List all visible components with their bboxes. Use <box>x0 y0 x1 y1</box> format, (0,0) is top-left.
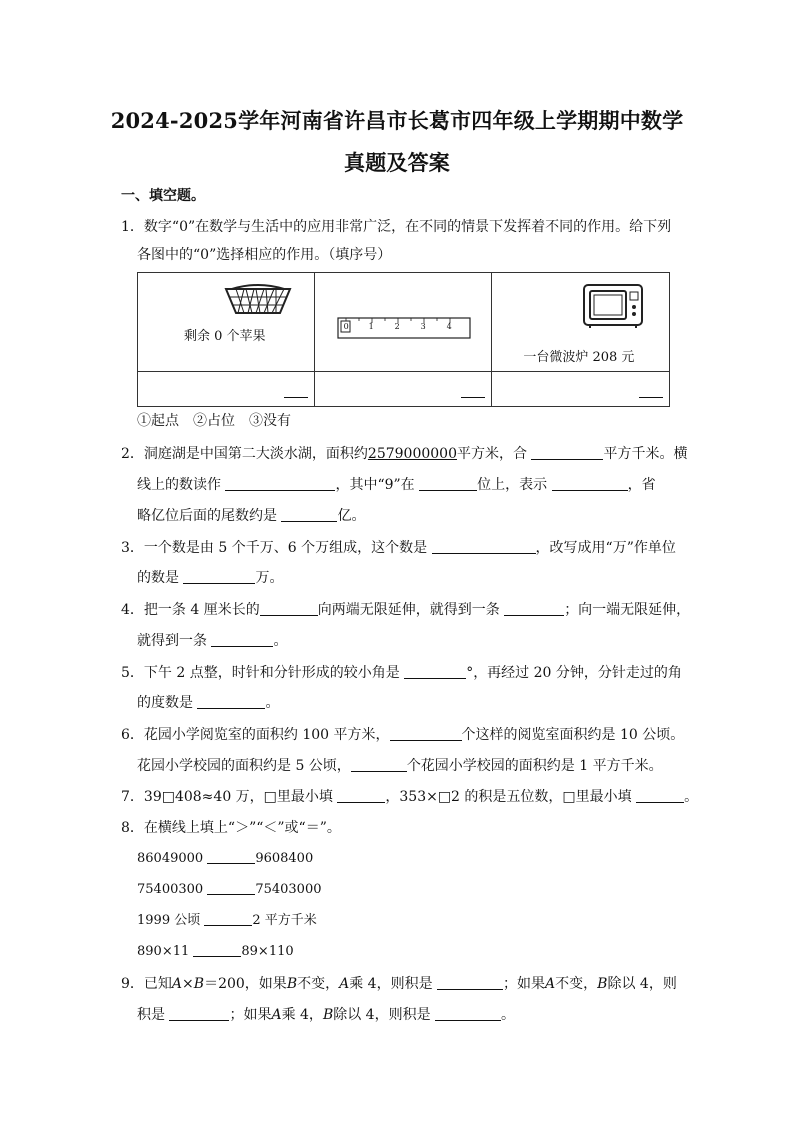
question-number: 4． <box>121 602 144 618</box>
question-text: 。 <box>265 695 280 711</box>
question-number: 7． <box>121 789 144 805</box>
question-text: 把一条 4 厘米长的 <box>143 602 260 618</box>
question-text: 个这样的阅览室面积约是 10 公顷。 <box>461 727 685 743</box>
ruler-tick-label: 0 <box>343 322 349 331</box>
question-text: 就得到一条 <box>137 633 207 649</box>
question-text: 下午 2 点整，时针和分针形成的较小角是 <box>143 665 400 681</box>
question-number: 1． <box>121 219 144 235</box>
answer-blank[interactable] <box>183 569 255 584</box>
answer-blank[interactable] <box>639 397 663 398</box>
answer-blank[interactable] <box>531 445 603 460</box>
ruler-tick-label: 2 <box>394 322 400 331</box>
answer-blank[interactable] <box>552 476 628 491</box>
question-1-line2: 各图中的“0”选择相应的作用。（填序号） <box>137 247 392 263</box>
variable-a: A <box>271 1007 282 1023</box>
question-4-line1 <box>121 600 690 620</box>
microwave-icon <box>582 283 644 329</box>
question-text: × <box>182 976 194 992</box>
answer-blank[interactable] <box>419 476 477 491</box>
question-text: 不变， <box>297 976 340 992</box>
question-text: 39□408≈40 万，□里最小填 <box>143 789 333 805</box>
question-7-line1 <box>121 787 698 807</box>
variable-b: B <box>597 976 608 992</box>
question-number: 9． <box>121 976 144 992</box>
answer-blank[interactable] <box>193 942 241 957</box>
compare-left: 75400300 <box>137 882 204 897</box>
microwave-caption: 一台微波炉 208 元 <box>523 350 635 365</box>
underlined-number: 2579000000 <box>367 446 457 462</box>
question-text: 除以 4，则积是 <box>333 1007 431 1023</box>
question-6-line1 <box>121 725 684 745</box>
answer-blank[interactable] <box>169 1006 229 1021</box>
table-cell-microwave <box>492 273 670 372</box>
question-text: 数字“0”在数学与生活中的应用非常广泛，在不同的情景下发挥着不同的作用。给下列 <box>143 219 672 235</box>
answer-blank[interactable] <box>207 880 255 895</box>
answer-blank[interactable] <box>204 911 252 926</box>
question-text: 位上，表示 <box>477 477 548 493</box>
answer-blank[interactable] <box>404 664 466 679</box>
answer-blank[interactable] <box>461 397 485 398</box>
question-text: 除以 4，则 <box>607 976 677 992</box>
question-text: ＝200，如果 <box>204 976 287 992</box>
question-text: 平方米，合 <box>457 446 527 462</box>
variable-a: A <box>339 976 350 992</box>
question-text: ；向一端无限延伸， <box>564 602 691 618</box>
question-2-line3 <box>137 506 365 526</box>
question-text: ，其中“9”在 <box>335 477 415 493</box>
question-text: 已知 <box>143 976 172 992</box>
question-text: °，再经过 20 分钟，分针走过的角 <box>466 665 682 681</box>
answer-blank[interactable] <box>281 507 337 522</box>
compare-left: 86049000 <box>137 851 204 866</box>
page-title-line2: 真题及答案 <box>344 150 450 175</box>
question-text: 略亿位后面的尾数约是 <box>137 508 277 524</box>
question-number: 3． <box>121 540 144 556</box>
compare-right: 2 平方千米 <box>252 913 317 928</box>
question-5-line2 <box>137 693 279 713</box>
answer-blank[interactable] <box>284 397 308 398</box>
question-1-options: ①起点 ②占位 ③没有 <box>137 413 291 429</box>
question-text: 的度数是 <box>137 695 193 711</box>
question-1-table <box>137 272 670 407</box>
compare-row <box>137 942 294 962</box>
page-title: 2024-2025学年河南省许昌市长葛市四年级上学期期中数学 <box>110 108 684 133</box>
question-number: 2． <box>121 446 144 462</box>
variable-b: B <box>322 1007 334 1023</box>
question-text: 的数是 <box>137 570 179 586</box>
answer-blank[interactable] <box>437 975 503 990</box>
answer-cell-2[interactable] <box>314 372 492 407</box>
question-text: 万。 <box>255 570 284 586</box>
question-2-line1 <box>121 444 687 464</box>
ruler-tick-label: 3 <box>420 322 426 331</box>
question-text: 向两端无限延伸，就得到一条 <box>317 602 500 618</box>
variable-b: B <box>286 976 298 992</box>
table-cell-ruler <box>314 273 492 372</box>
compare-right: 75403000 <box>255 882 322 897</box>
answer-blank[interactable] <box>432 539 536 554</box>
answer-blank[interactable] <box>636 788 684 803</box>
answer-blank[interactable] <box>225 476 335 491</box>
question-text: 。 <box>684 789 699 805</box>
question-1-line1 <box>121 217 671 237</box>
answer-blank[interactable] <box>207 849 255 864</box>
question-text: 花园小学阅览室的面积约 100 平方米， <box>143 727 390 743</box>
answer-blank[interactable] <box>351 757 407 772</box>
section-heading: 一、填空题。 <box>121 188 205 204</box>
compare-row <box>137 880 321 900</box>
compare-row <box>137 911 317 931</box>
question-8-line1 <box>121 818 341 838</box>
question-text: 洞庭湖是中国第二大淡水湖，面积约 <box>143 446 368 462</box>
answer-blank[interactable] <box>260 601 318 616</box>
question-text: 线上的数读作 <box>137 477 221 493</box>
question-text: 不变， <box>555 976 598 992</box>
answer-blank[interactable] <box>504 601 564 616</box>
question-text: ；如果 <box>503 976 546 992</box>
question-2-line2 <box>137 475 656 495</box>
answer-blank[interactable] <box>337 788 385 803</box>
question-3-line2 <box>137 568 283 588</box>
answer-cell-3[interactable] <box>492 372 670 407</box>
ruler-tick-label: 1 <box>368 322 374 331</box>
question-5-line1 <box>121 663 682 683</box>
basket-caption: 剩余 0 个苹果 <box>184 329 266 344</box>
question-number: 8． <box>121 820 144 836</box>
question-text: 乘 4，则积是 <box>349 976 433 992</box>
question-text: ，省 <box>627 477 656 493</box>
question-3-line1 <box>121 538 676 558</box>
compare-left: 1999 公顷 <box>137 913 201 928</box>
question-text: ；如果 <box>229 1007 272 1023</box>
answer-blank[interactable] <box>197 694 265 709</box>
variable-a: A <box>171 976 183 992</box>
question-text: 乘 4， <box>281 1007 323 1023</box>
question-text: 。 <box>501 1007 516 1023</box>
variable-b: B <box>193 976 205 992</box>
compare-right: 89×110 <box>241 944 294 959</box>
question-text: 。 <box>273 633 288 649</box>
question-number: 5． <box>121 665 144 681</box>
question-4-line2 <box>137 631 287 651</box>
table-cell-basket <box>138 273 315 372</box>
question-text: 花园小学校园的面积约是 5 公顷， <box>137 758 351 774</box>
question-text: ，改写成用“万”作单位 <box>535 540 676 556</box>
ruler-tick-label: 4 <box>446 322 452 331</box>
question-9-line1 <box>121 974 677 994</box>
answer-blank[interactable] <box>435 1006 501 1021</box>
compare-left: 890×11 <box>137 944 190 959</box>
answer-blank[interactable] <box>211 632 273 647</box>
answer-cell-1[interactable] <box>138 372 315 407</box>
question-text: 在横线上填上“＞”“＜”或“＝”。 <box>143 820 341 836</box>
question-text: 个花园小学校园的面积约是 1 平方千米。 <box>406 758 663 774</box>
question-text: ，353×□2 的积是五位数，□里最小填 <box>385 789 632 805</box>
question-text: 一个数是由 5 个千万、6 个万组成，这个数是 <box>143 540 428 556</box>
question-9-line2 <box>137 1005 515 1025</box>
question-text: 积是 <box>137 1007 165 1023</box>
question-text: 亿。 <box>337 508 366 524</box>
question-number: 6． <box>121 727 144 743</box>
compare-right: 9608400 <box>255 851 314 866</box>
basket-icon <box>222 281 294 317</box>
question-6-line2 <box>137 756 663 776</box>
question-text: 平方千米。横 <box>603 446 688 462</box>
compare-row <box>137 849 313 869</box>
variable-a: A <box>545 976 556 992</box>
answer-blank[interactable] <box>390 726 462 741</box>
